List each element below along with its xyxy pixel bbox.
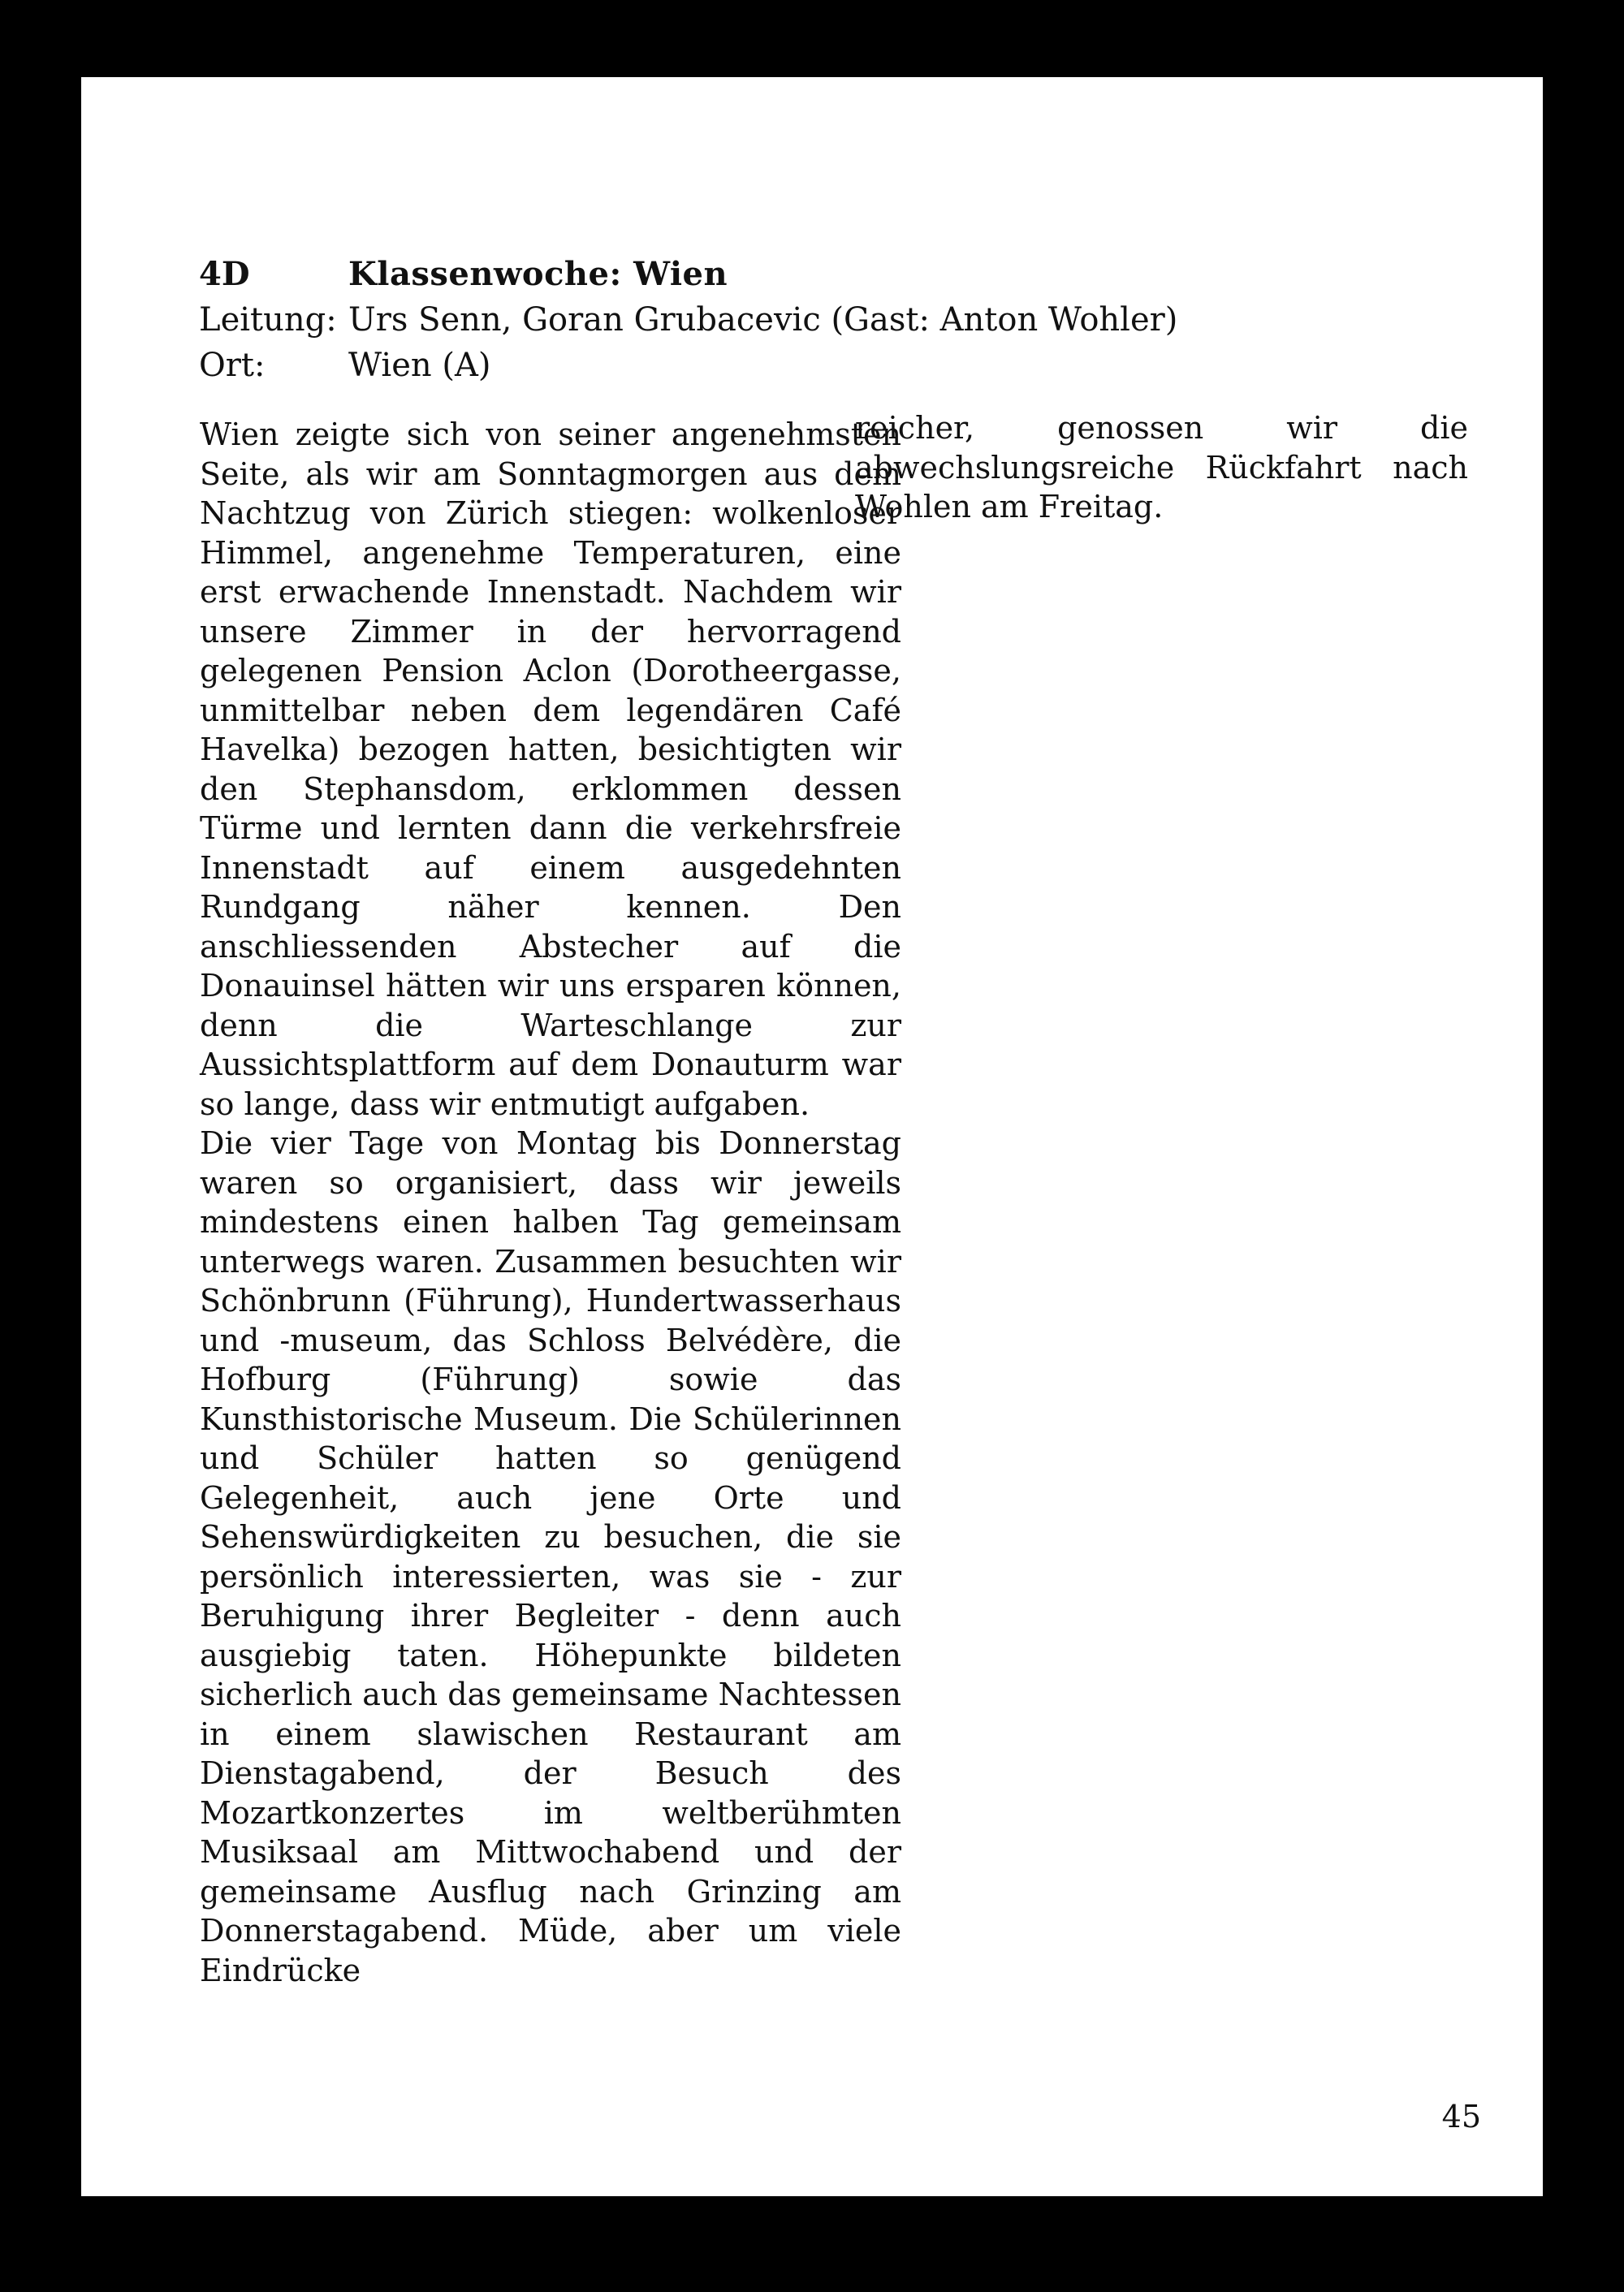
- leitung-row: [199, 297, 1177, 343]
- left-column: [200, 415, 901, 1990]
- title-row: [199, 252, 1177, 297]
- leitung-value: Urs Senn, Goran Grubacevic (Gast: Anton Wohler): [348, 301, 1178, 339]
- ort-label: Ort:: [199, 347, 266, 384]
- course-code: 4D: [199, 255, 250, 293]
- body-paragraph-1: Wien zeigte sich von seiner angenehmsten Seite, als wir am Sonntagmorgen aus dem Nachtzug von Zürich stiegen: wolkenloser Himmel, angenehme Temperaturen, eine erst erwachende Innenstadt. Nachdem wir unsere Zimmer in der hervorragend gelegenen Pension Aclon (Dorotheergasse, unmittelbar neben dem legendären Café Havelka) bezogen hatten, besichtigten wir den Stephansdom, erklommen dessen Türme und lernten dann die verkehrsfreie Innenstadt auf einem ausgedehnten Rundgang näher kennen. Den anschliessenden Abstecher auf die Donauinsel hätten wir uns ersparen können, denn die Warteschlange zur Aussichtsplattform auf dem Donauturm war so lange, dass wir entmutigt aufgaben.: [200, 417, 901, 1122]
- article-title: Klassenwoche: Wien: [348, 255, 728, 293]
- right-column: [855, 408, 1468, 527]
- ort-row: [199, 343, 1177, 388]
- leitung-label: Leitung:: [199, 301, 337, 339]
- article-header: [199, 252, 1177, 388]
- ort-value: Wien (A): [348, 347, 491, 384]
- body-paragraph-2: Die vier Tage von Montag bis Donnerstag waren so organisiert, dass wir jeweils mindestens einen halben Tag gemeinsam unterwegs waren. Zusammen besuchten wir Schönbrunn (Führung), Hundertwasserhaus und -museum, das Schloss Belvédère, die Hofburg (Führung) sowie das Kunsthistorische Museum. Die Schülerinnen und Schüler hatten so genügend Gelegenheit, auch jene Orte und Sehenswürdigkeiten zu besuchen, die sie persönlich interessierten, was sie - zur Beruhigung ihrer Begleiter - denn auch ausgiebig taten. Höhepunkte bildeten sicherlich auch das gemeinsame Nachtessen in einem slawischen Restaurant am Dienstagabend, der Besuch des Mozartkonzertes im weltberühmten Musiksaal am Mittwochabend und der gemeinsame Ausflug nach Grinzing am Donnerstagabend. Müde, aber um viele Eindrücke: [200, 1125, 901, 1988]
- document-page: [81, 77, 1543, 2196]
- page-number: 45: [1441, 2099, 1481, 2134]
- body-paragraph-3: reicher, genossen wir die abwechslungsreiche Rückfahrt nach Wohlen am Freitag.: [855, 410, 1468, 524]
